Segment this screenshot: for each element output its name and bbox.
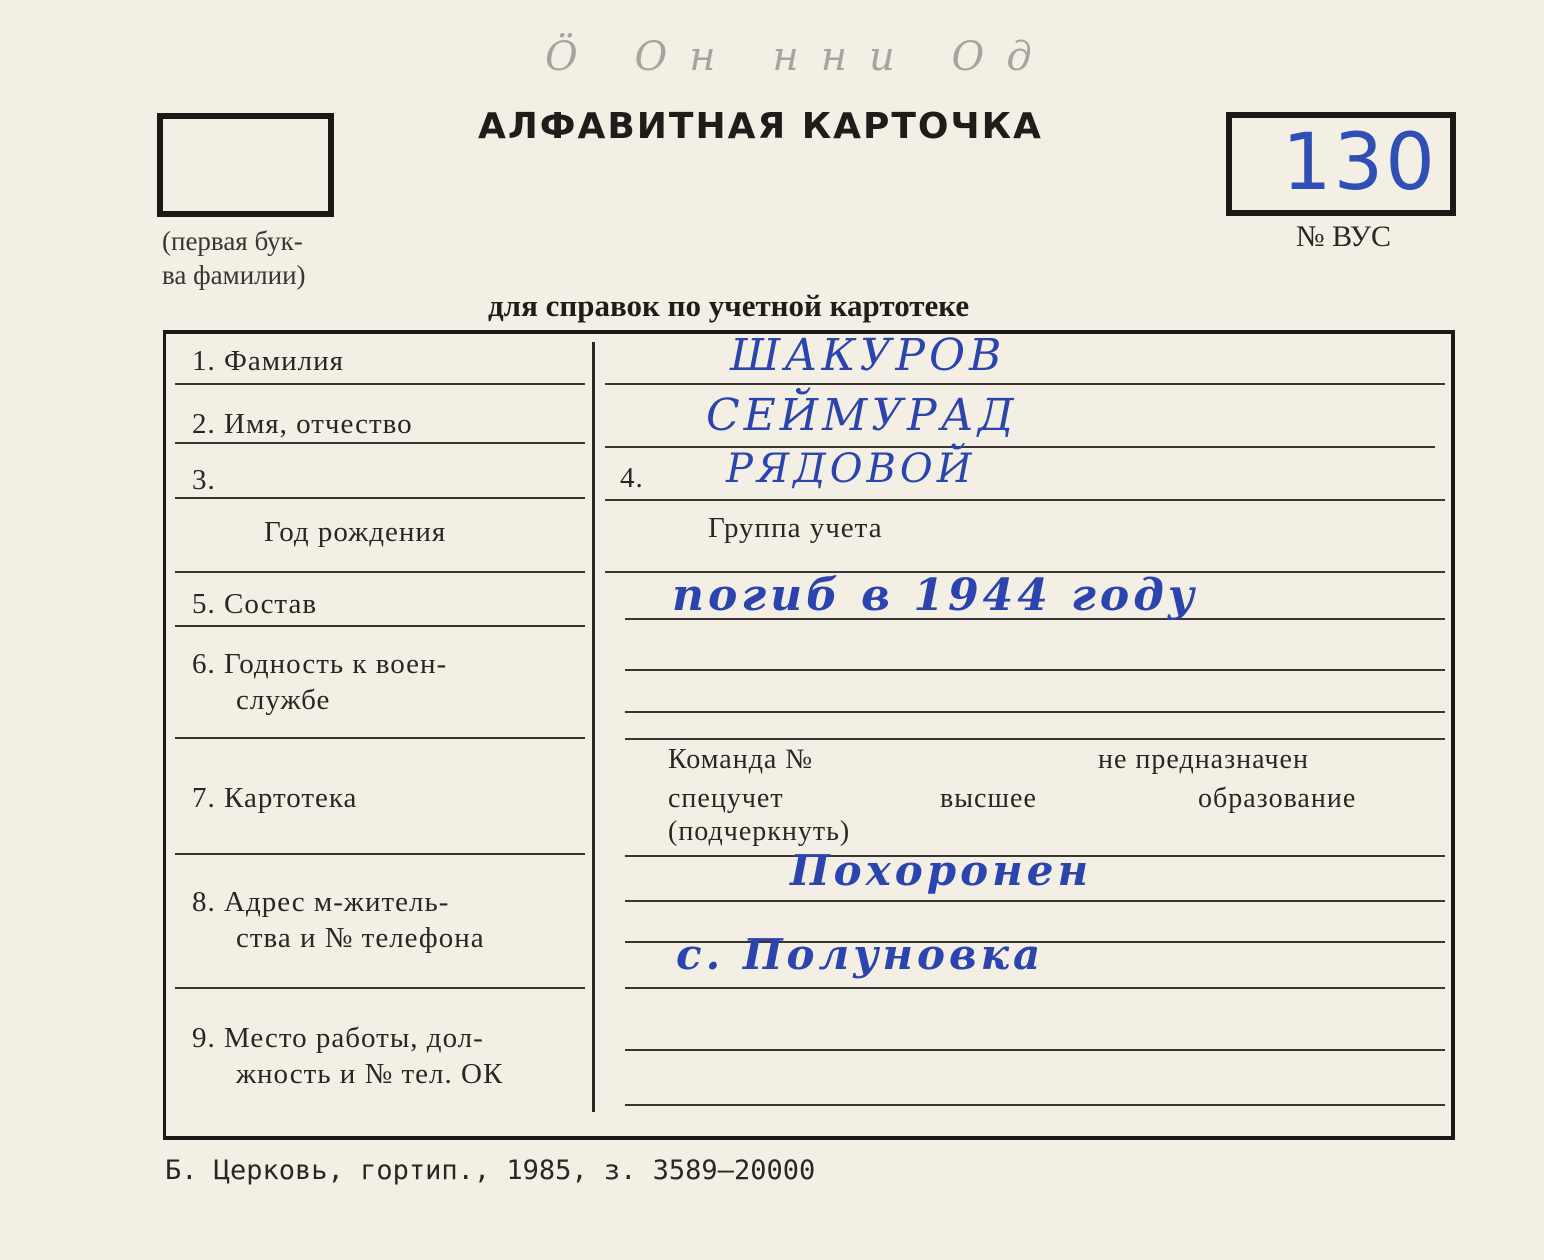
field-address-value-2: с. Полуновка	[676, 930, 1045, 979]
rule-line	[175, 737, 585, 739]
field-address-value-1: Похоронен	[790, 846, 1093, 895]
rule-line	[625, 738, 1445, 740]
field-4-label: 4.	[620, 462, 644, 494]
rule-line	[625, 1104, 1445, 1106]
rule-line	[175, 987, 585, 989]
field-name-value: СЕЙМУРАД	[706, 390, 1018, 441]
field-cardfile-label: 7. Картотека	[192, 782, 358, 814]
field-address-label-2: ства и № телефона	[236, 922, 485, 954]
field-3-label: 3.	[192, 464, 216, 496]
letter-caption-line1: (первая бук-	[162, 226, 303, 256]
account-group-caption: Группа учета	[708, 512, 883, 544]
education-text: образование	[1198, 783, 1357, 814]
rule-line	[625, 900, 1445, 902]
rule-line	[625, 669, 1445, 671]
rule-line	[175, 853, 585, 855]
not-assigned-text: не предназначен	[1098, 744, 1309, 775]
surname-letter-caption	[162, 224, 306, 292]
higher-text: высшее	[940, 783, 1037, 814]
field-fitness-label-2: службе	[236, 684, 331, 716]
handwritten-scribble: Ӧ Он нни Од	[545, 34, 1054, 80]
field-workplace-label-2: жность и № тел. ОК	[236, 1058, 504, 1090]
team-number-text: Команда №	[668, 744, 814, 775]
field-surname-label: 1. Фамилия	[192, 345, 344, 377]
vus-number: 130	[1282, 118, 1437, 208]
rule-line	[175, 571, 585, 573]
rule-line	[625, 1049, 1445, 1051]
vus-caption: № ВУС	[1296, 220, 1391, 253]
field-name-label: 2. Имя, отчество	[192, 408, 413, 440]
field-composition-label: 5. Состав	[192, 588, 318, 620]
birth-year-caption: Год рождения	[264, 516, 447, 548]
rule-line	[625, 711, 1445, 713]
field-fate-value: погиб в 1944 году	[672, 570, 1199, 621]
rule-line	[175, 383, 585, 385]
card-subtitle: для справок по учетной картотеке	[488, 288, 970, 323]
rule-line	[175, 497, 585, 499]
underline-instruction: (подчеркнуть)	[668, 816, 851, 847]
surname-letter-box	[157, 113, 334, 217]
rule-line	[175, 625, 585, 627]
special-account-text: спецучет	[668, 783, 784, 814]
card-title: АЛФАВИТНАЯ КАРТОЧКА	[478, 106, 1043, 147]
letter-caption-line2: ва фамилии)	[162, 260, 306, 290]
rule-line	[605, 499, 1445, 501]
rule-line	[605, 383, 1445, 385]
print-imprint: Б. Церковь, гортип., 1985, з. 3589—20000	[165, 1155, 816, 1186]
rule-line	[175, 442, 585, 444]
field-fitness-label-1: 6. Годность к воен-	[192, 648, 448, 680]
field-rank-value: РЯДОВОЙ	[726, 446, 976, 492]
rule-line	[625, 987, 1445, 989]
field-workplace-label-1: 9. Место работы, дол-	[192, 1022, 484, 1054]
column-divider	[592, 342, 595, 1112]
field-surname-value: ШАКУРОВ	[730, 330, 1006, 381]
field-address-label-1: 8. Адрес м-житель-	[192, 886, 450, 918]
